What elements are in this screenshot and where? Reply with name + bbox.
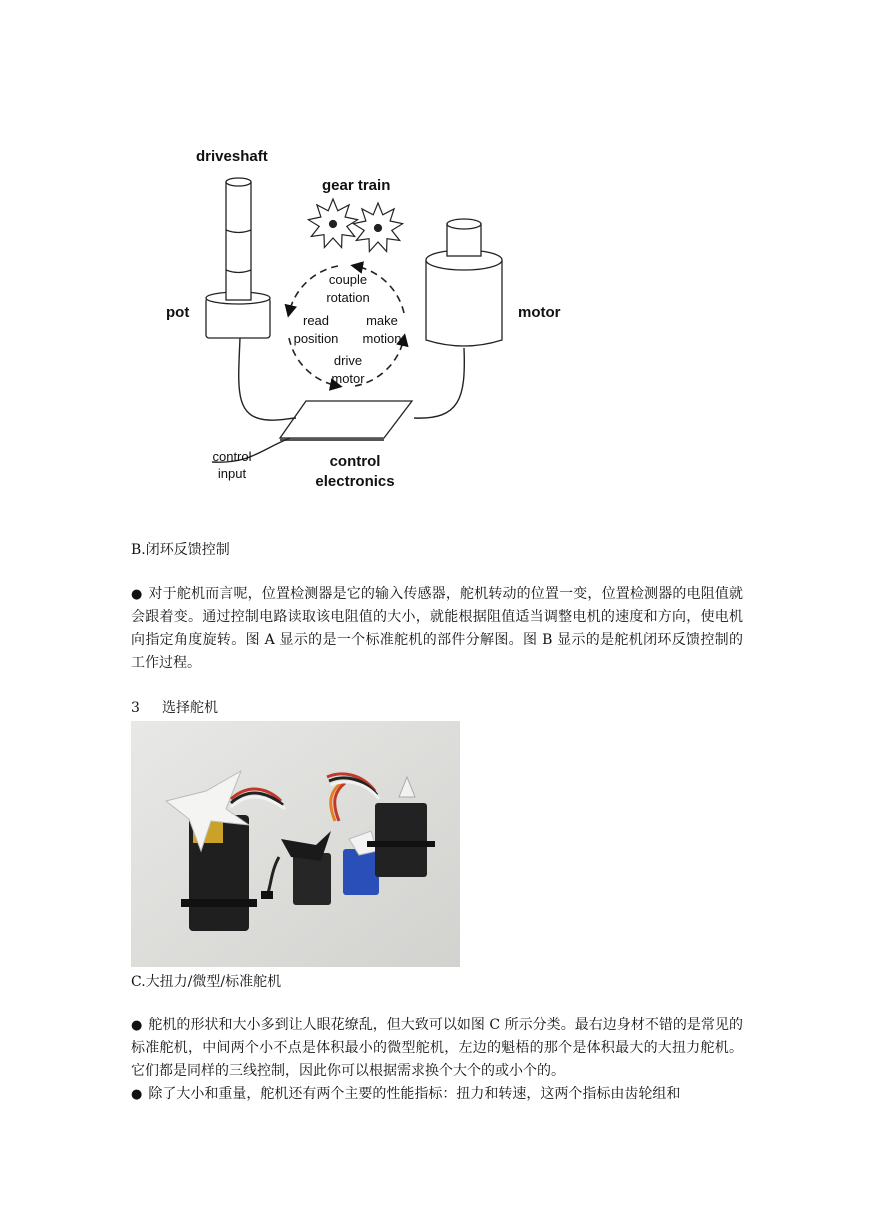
label-motion: motion bbox=[362, 331, 402, 346]
motor-shape bbox=[426, 219, 502, 346]
servo-photo bbox=[131, 721, 460, 967]
bullet-icon: ● bbox=[131, 1087, 143, 1102]
label-rotation: rotation bbox=[326, 290, 370, 305]
paragraph-servo-types bbox=[131, 1014, 743, 1083]
paragraph-servo-types-text: 舵机的形状和大小多到让人眼花缭乱，但大致可以如图 C 所示分类。最右边身材不错的是常见的标准舵机，中间两个小不点是体积最小的微型舵机，左边的魁梧的那个是体积最大的大扭力舵机。它们都是同样的三线控制，因此你可以根据需求换个大个的或小个的。 bbox=[131, 1017, 743, 1079]
servo-feedback-diagram bbox=[150, 138, 590, 500]
label-control-input-2: input bbox=[217, 466, 247, 481]
label-control-electronics-2: electronics bbox=[315, 473, 395, 490]
paragraph-performance-text: 除了大小和重量，舵机还有两个主要的性能指标：扭力和转速，这两个指标由齿轮组和 bbox=[148, 1086, 681, 1102]
label-motor: motor bbox=[518, 304, 561, 321]
section-title: 选择舵机 bbox=[162, 700, 218, 716]
bullet-icon: ● bbox=[131, 1018, 143, 1033]
label-make: make bbox=[366, 313, 398, 328]
paragraph-feedback-text: 对于舵机而言呢，位置检测器是它的输入传感器，舵机转动的位置一变，位置检测器的电阻值就会跟着变。通过控制电路读取该电阻值的大小，就能根据阻值适当调整电机的速度和方向，使电机向指定角度旋转。图 A 显示的是一个标准舵机的部件分解图。图 B 显示的是舵机闭环反馈控制的工作过程。 bbox=[131, 586, 744, 671]
section-heading bbox=[131, 698, 218, 718]
label-driveshaft: driveshaft bbox=[196, 148, 268, 165]
label-pot: pot bbox=[166, 304, 190, 321]
paragraph-feedback bbox=[131, 583, 743, 675]
control-electronics-board bbox=[280, 401, 412, 441]
label-control-input-1: control bbox=[212, 449, 252, 464]
label-position: position bbox=[293, 331, 339, 346]
driveshaft-pot-assembly bbox=[206, 178, 270, 338]
label-control-electronics-1: control bbox=[329, 453, 381, 470]
label-read: read bbox=[302, 313, 330, 328]
caption-c: C.大扭力/微型/标准舵机 bbox=[131, 974, 282, 990]
label-gear-train: gear train bbox=[322, 177, 391, 194]
label-drive-motor: motor bbox=[331, 371, 365, 386]
label-couple: couple bbox=[328, 272, 368, 287]
gear-train-gears bbox=[308, 199, 402, 252]
paragraph-performance bbox=[131, 1083, 743, 1106]
bullet-icon: ● bbox=[131, 587, 143, 602]
caption-b: B.闭环反馈控制 bbox=[131, 542, 230, 558]
section-number: 3 bbox=[131, 700, 140, 716]
label-drive: drive bbox=[333, 353, 363, 368]
